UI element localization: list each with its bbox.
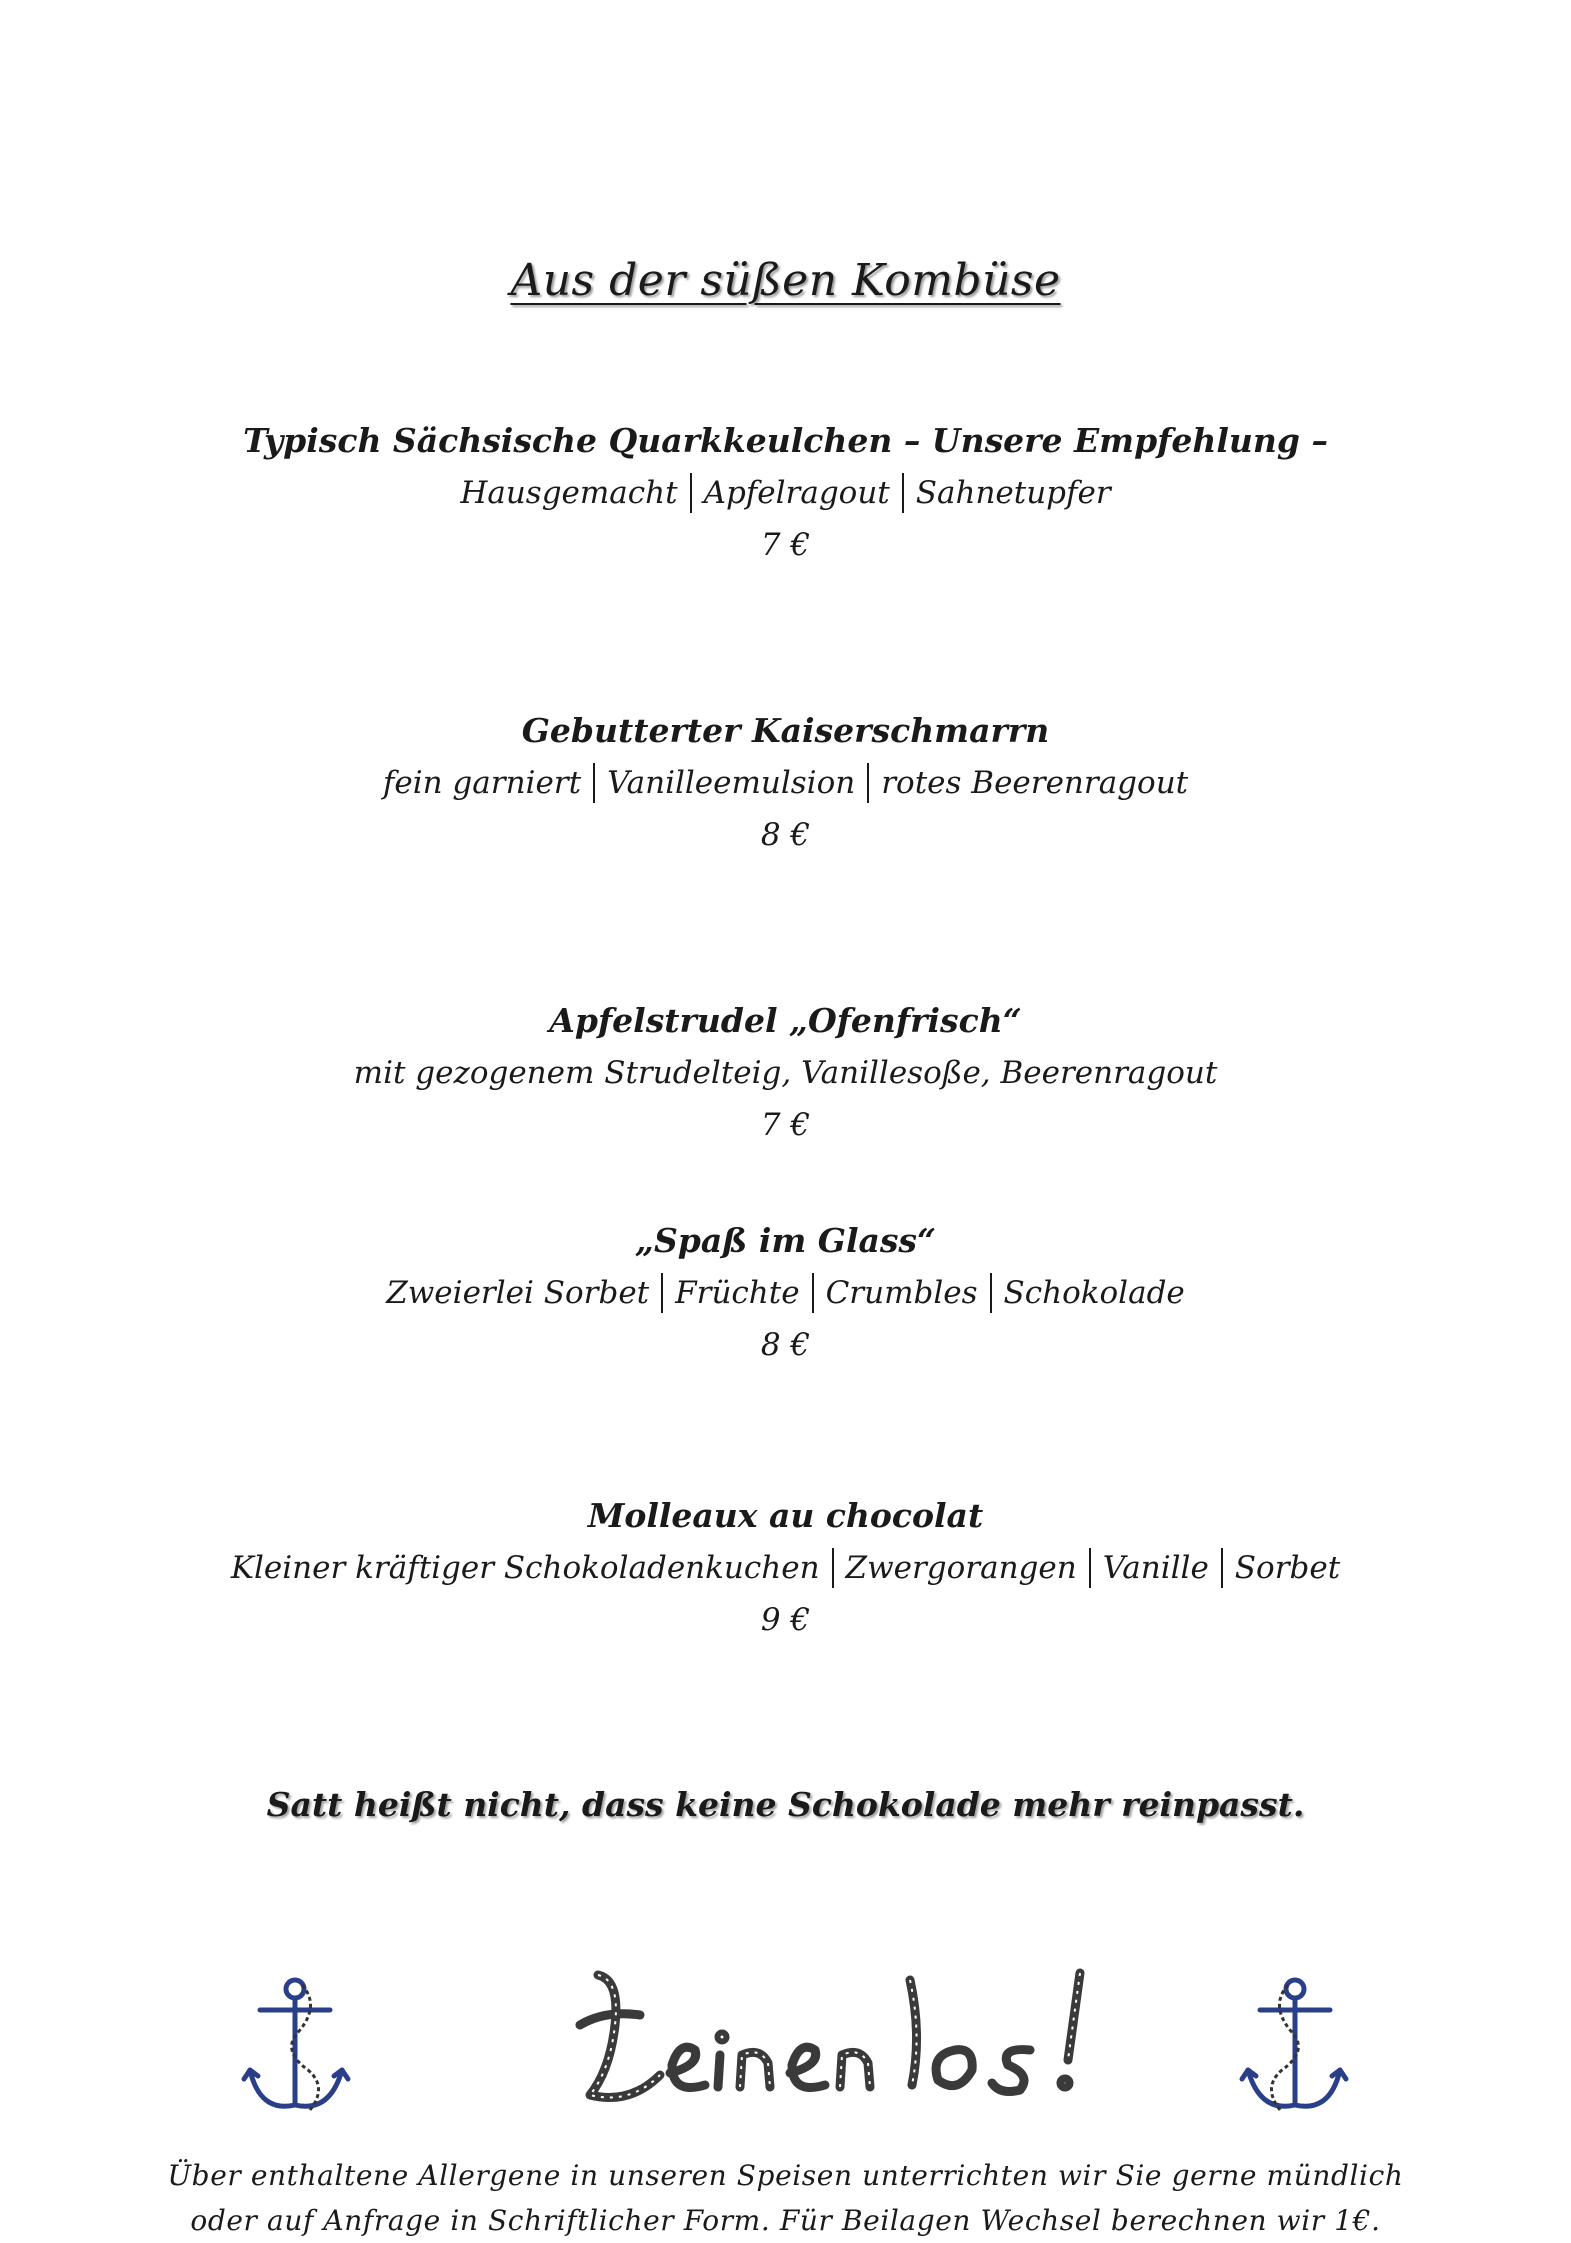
leinen-los-logo [560,1955,1120,2130]
menu-item [0,705,1571,861]
menu-item-price: 7 € [760,527,811,563]
menu-item [0,415,1571,571]
allergen-line: oder auf Anfrage in Schriftlicher Form. Für Beilagen Wechsel berechnen wir 1€. [190,2204,1381,2237]
separator [1221,1548,1223,1588]
separator [902,473,904,513]
menu-item-price: 8 € [760,817,811,853]
menu-item-description [0,467,1571,519]
separator [1089,1548,1091,1588]
separator [832,1548,834,1588]
menu-item-name: Typisch Sächsische Quarkkeulchen – Unsere Empfehlung – [243,421,1328,460]
page-title: Aus der süßen Kombüse [510,255,1061,306]
description-part: Sahnetupfer [915,475,1111,511]
description-part: Zweierlei Sorbet [386,1275,650,1311]
menu-item-description [0,1267,1571,1319]
description-part: Früchte [675,1275,800,1311]
menu-item [0,995,1571,1151]
menu-item-name: „Spaß im Glass“ [634,1221,936,1260]
allergen-notice [0,2153,1571,2243]
separator [990,1273,992,1313]
menu-item [0,1490,1571,1646]
allergen-line: Über enthaltene Allergene in unseren Speisen unterrichten wir Sie gerne mündlich [167,2159,1404,2192]
menu-item [0,1215,1571,1371]
separator [593,763,595,803]
description-part: rotes Beerenragout [881,765,1189,801]
menu-item-description [0,1047,1571,1099]
menu-item-name: Gebutterter Kaiserschmarrn [521,711,1050,750]
description-part: Apfelragout [703,475,890,511]
anchor-icon [1230,1975,1350,2120]
description-part: fein garniert [382,765,582,801]
anchor-icon [240,1975,360,2120]
separator [661,1273,663,1313]
description-part: Crumbles [825,1275,978,1311]
description-part: Schokolade [1003,1275,1185,1311]
separator [812,1273,814,1313]
menu-item-name: Apfelstrudel „Ofenfrisch“ [549,1001,1022,1040]
menu-item-name: Molleaux au chocolat [587,1496,984,1535]
description-part: Sorbet [1234,1550,1341,1586]
menu-item-price: 8 € [760,1327,811,1363]
description-part: mit gezogenem Strudelteig, Vanillesoße, Beerenragout [353,1055,1218,1091]
separator [690,473,692,513]
closing-quote: Satt heißt nicht, dass keine Schokolade mehr reinpasst. [266,1785,1305,1824]
description-part: Kleiner kräftiger Schokoladenkuchen [230,1550,820,1586]
description-part: Zwergorangen [845,1550,1077,1586]
description-part: Vanille [1102,1550,1209,1586]
menu-item-description [0,1542,1571,1594]
description-part: Hausgemacht [460,475,678,511]
menu-item-price: 9 € [760,1602,811,1638]
separator [867,763,869,803]
description-part: Vanilleemulsion [607,765,856,801]
menu-item-price: 7 € [760,1107,811,1143]
menu-item-description [0,757,1571,809]
